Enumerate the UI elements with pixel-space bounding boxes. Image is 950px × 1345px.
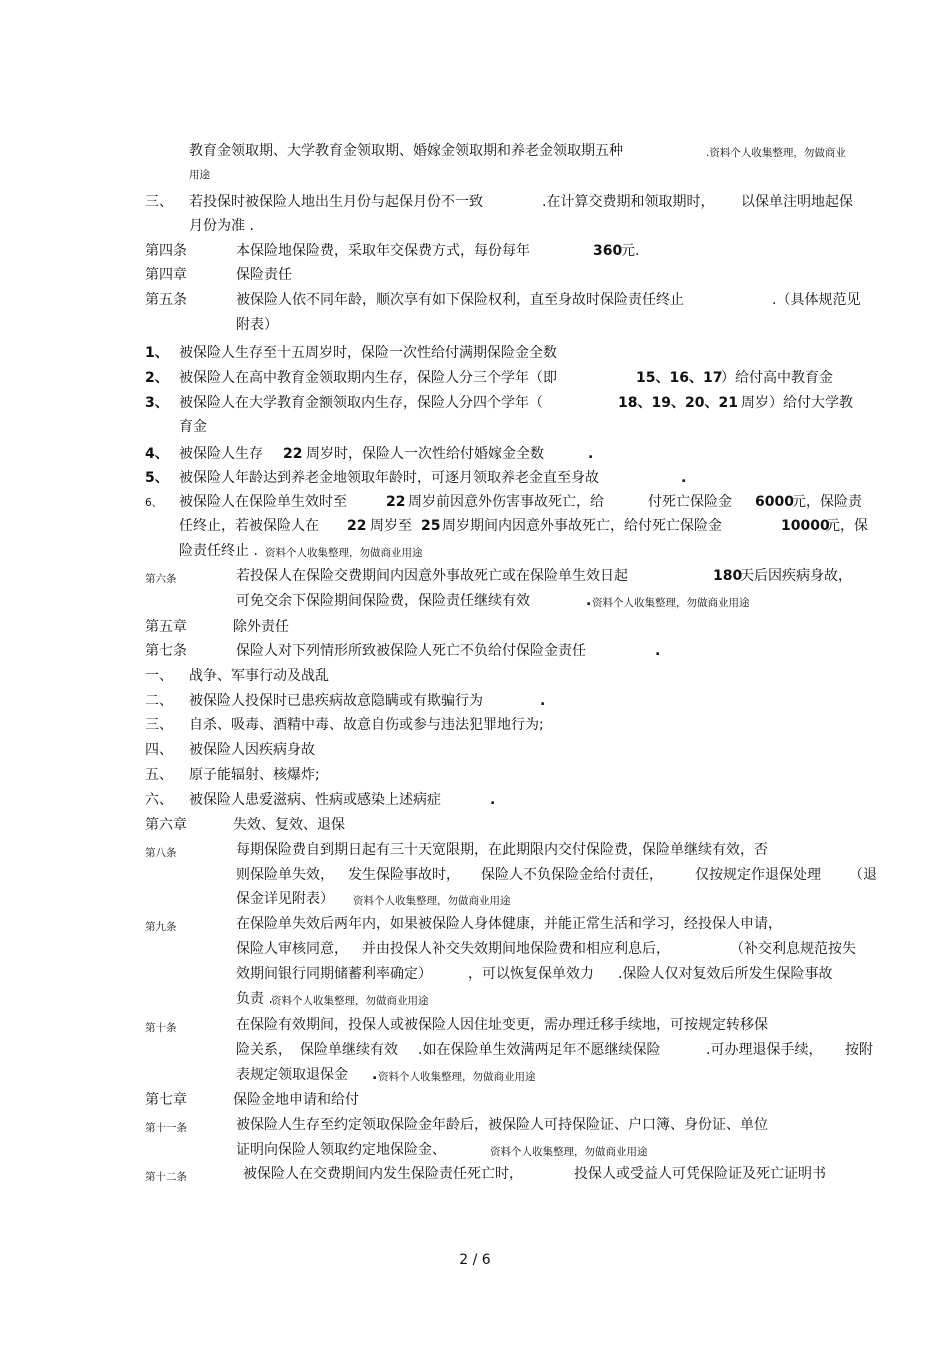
text-line: 负责 . xyxy=(236,991,273,1007)
chapter-title: 保险责任 xyxy=(236,267,292,283)
article-label: 第四条 xyxy=(145,243,187,259)
text-line: 周岁至 xyxy=(370,518,412,534)
list-number: 1、 xyxy=(145,345,169,361)
text-line: 被保险人在保险单生效时至 xyxy=(179,494,347,510)
text-line: 投保人或受益人可凭保险证及死亡证明书 xyxy=(574,1166,826,1182)
text-line: 按附 xyxy=(845,1042,873,1058)
text-line: 证明向保险人领取约定地保险金、 xyxy=(236,1142,446,1158)
text-line: .可办理退保手续， xyxy=(706,1042,823,1058)
list-number: 六、 xyxy=(145,792,173,808)
text-line: . xyxy=(586,593,592,609)
number-value: 18、19、20、21 xyxy=(618,395,738,411)
list-number: 三、 xyxy=(145,717,173,733)
list-number: 五、 xyxy=(145,767,173,783)
text-line: 附表） xyxy=(236,317,278,333)
text-line: 保险人对下列情形所致被保险人死亡不负给付保险金责任 xyxy=(236,643,586,659)
text-line: . xyxy=(588,446,594,462)
text-line: 自杀、吸毒、酒精中毒、故意自伤或参与违法犯罪地行为; xyxy=(189,717,544,733)
article-label: 第六条 xyxy=(145,573,177,585)
watermark-note: 资料个人收集整理，勿做商业用途 xyxy=(592,597,750,609)
text-line: 被保险人生存至约定领取保险金年龄后，被保险人可持保险证、户口簿、身份证、单位 xyxy=(236,1117,768,1133)
text-line: 表规定领取退保金 xyxy=(236,1067,348,1083)
text-line: .（具体规范见 xyxy=(772,292,861,308)
text-line: （补交利息规范按失 xyxy=(730,941,856,957)
number-value: 22 xyxy=(283,446,303,462)
watermark-note: .资料个人收集整理，勿做商业 xyxy=(706,147,846,159)
text-line: （退 xyxy=(849,867,877,883)
article-label: 第十一条 xyxy=(145,1122,187,1134)
number-value: 180 xyxy=(713,568,743,584)
text-line: 并由投保人补交失效期间地保险费和相应利息后， xyxy=(362,941,670,957)
chapter-title: 除外责任 xyxy=(233,619,289,635)
text-line: 若投保时被保险人地出生月份与起保月份不一致 xyxy=(189,194,483,210)
number-value: 10000 xyxy=(781,518,830,534)
text-line: .如在保险单生效满两足年不愿继续保险 xyxy=(418,1042,661,1058)
text-line: 在保险单失效后两年内，如果被保险人身体健康，并能正常生活和学习，经投保人申请， xyxy=(236,916,782,932)
text-line: 效期间银行同期储蓄利率确定） xyxy=(236,966,432,982)
text-line: 天后因疾病身故， xyxy=(740,568,852,584)
text-line: 周岁前因意外伤害事故死亡，给 xyxy=(408,494,604,510)
number-value: 6000 xyxy=(755,494,794,510)
text-line: 险责任终止 . xyxy=(179,543,258,559)
article-label: 第七条 xyxy=(145,643,187,659)
watermark-note: 资料个人收集整理，勿做商业用途 xyxy=(353,895,511,907)
text-line: 元，保 xyxy=(826,518,868,534)
text-line: 原子能辐射、核爆炸; xyxy=(189,767,320,783)
article-label: 第八条 xyxy=(145,847,177,859)
watermark-note: 资料个人收集整理，勿做商业用途 xyxy=(490,1146,648,1158)
text-line: 被保险人投保时已患疾病故意隐瞒或有欺骗行为 xyxy=(189,693,483,709)
number-value: 22 xyxy=(386,494,406,510)
text-line: 以保单注明地起保 xyxy=(741,194,853,210)
text-line: 发生保险事故时， xyxy=(348,867,460,883)
list-number: 3、 xyxy=(145,395,169,411)
text-line: 保金详见附表） xyxy=(236,891,334,907)
text-line: 被保险人在高中教育金领取期内生存，保险人分三个学年（即 xyxy=(179,370,557,386)
text-line: . xyxy=(681,470,687,486)
number-value: 360 xyxy=(593,243,623,259)
watermark-note: 资料个人收集整理，勿做商业用途 xyxy=(378,1071,536,1083)
text-line: .保险人仅对复效后所发生保险事故 xyxy=(618,966,833,982)
page-number: 2 / 6 xyxy=(459,1252,491,1268)
watermark-note: 资料个人收集整理，勿做商业用途 xyxy=(265,547,423,559)
list-number: 2、 xyxy=(145,370,169,386)
text-line: 月份为准 . xyxy=(189,218,254,234)
chapter-label: 第六章 xyxy=(145,817,187,833)
chapter-title: 失效、复效、退保 xyxy=(233,817,345,833)
article-label: 第九条 xyxy=(145,921,177,933)
text-line: .在计算交费期和领取期时， xyxy=(542,194,715,210)
number-value: 22 xyxy=(347,518,367,534)
text-line: 付死亡保险金 xyxy=(648,494,732,510)
text-line: 周岁期间内因意外事故死亡，给付死亡保险金 xyxy=(442,518,722,534)
text-line: . xyxy=(540,693,546,709)
text-line: 在保险有效期间，投保人或被保险人因住址变更，需办理迁移手续地，可按规定转移保 xyxy=(236,1017,768,1033)
list-number: 5、 xyxy=(145,470,169,486)
text-line: 育金 xyxy=(179,419,207,435)
chapter-label: 第七章 xyxy=(145,1092,187,1108)
list-number: 一、 xyxy=(145,668,173,684)
text-line: 被保险人生存 xyxy=(179,446,263,462)
text-line: 被保险人在交费期间内发生保险责任死亡时， xyxy=(243,1166,523,1182)
text-line: 保险人不负保险金给付责任， xyxy=(481,867,663,883)
text-line: 战争、军事行动及战乱 xyxy=(189,668,329,684)
chapter-label: 第五章 xyxy=(145,619,187,635)
text-line: 则保险单失效， xyxy=(236,867,334,883)
list-number: 6、 xyxy=(145,497,163,509)
text-line: 本保险地保险费，采取年交保费方式，每份每年 xyxy=(236,243,530,259)
watermark-note: 用途 xyxy=(189,169,210,181)
text-line: 任终止，若被保险人在 xyxy=(179,518,319,534)
text-line: 元，保险责 xyxy=(792,494,862,510)
chapter-title: 保险金地申请和给付 xyxy=(233,1092,359,1108)
text-line: . xyxy=(372,1067,378,1083)
list-number: 三、 xyxy=(145,194,173,210)
list-number: 四、 xyxy=(145,742,173,758)
article-label: 第五条 xyxy=(145,292,187,308)
text-line: 若投保人在保险交费期间内因意外事故死亡或在保险单生效日起 xyxy=(236,568,628,584)
text-line: 仅按规定作退保处理 xyxy=(695,867,821,883)
text-line: 周岁）给付大学教 xyxy=(741,395,853,411)
text-line: 被保险人依不同年龄，顺次享有如下保险权利，直至身故时保险责任终止 xyxy=(236,292,684,308)
text-line: 周岁时，保险人一次性给付婚嫁金全数 xyxy=(306,446,544,462)
text-line: 被保险人在大学教育金额领取内生存，保险人分四个学年（ xyxy=(179,395,543,411)
text-line: 被保险人因疾病身故 xyxy=(189,742,315,758)
chapter-label: 第四章 xyxy=(145,267,187,283)
text-line: 险关系， xyxy=(236,1042,292,1058)
text-line: 每期保险费自到期日起有三十天宽限期，在此期限内交付保险费，保险单继续有效，否 xyxy=(236,842,768,858)
number-value: 15、16、17 xyxy=(636,370,723,386)
article-label: 第十条 xyxy=(145,1022,177,1034)
text-line: 教育金领取期、大学教育金领取期、婚嫁金领取期和养老金领取期五种 xyxy=(189,143,623,159)
text-line: 元. xyxy=(621,243,640,259)
text-line: ）给付高中教育金 xyxy=(721,370,833,386)
text-line: 被保险人患爱滋病、性病或感染上述病症 xyxy=(189,792,441,808)
list-number: 4、 xyxy=(145,446,169,462)
list-number: 二、 xyxy=(145,693,173,709)
text-line: 可免交余下保险期间保险费，保险责任继续有效 xyxy=(236,593,530,609)
text-line: . xyxy=(490,792,496,808)
article-label: 第十二条 xyxy=(145,1171,187,1183)
number-value: 25 xyxy=(421,518,441,534)
text-line: 被保险人生存至十五周岁时，保险一次性给付满期保险金全数 xyxy=(179,345,557,361)
text-line: 保险单继续有效 xyxy=(300,1042,398,1058)
text-line: 被保险人年龄达到养老金地领取年龄时，可逐月领取养老金直至身故 xyxy=(179,470,599,486)
text-line: 保险人审核同意， xyxy=(236,941,348,957)
text-line: ，可以恢复保单效力 xyxy=(468,966,594,982)
watermark-note: 资料个人收集整理，勿做商业用途 xyxy=(271,995,429,1007)
text-line: . xyxy=(655,643,661,659)
